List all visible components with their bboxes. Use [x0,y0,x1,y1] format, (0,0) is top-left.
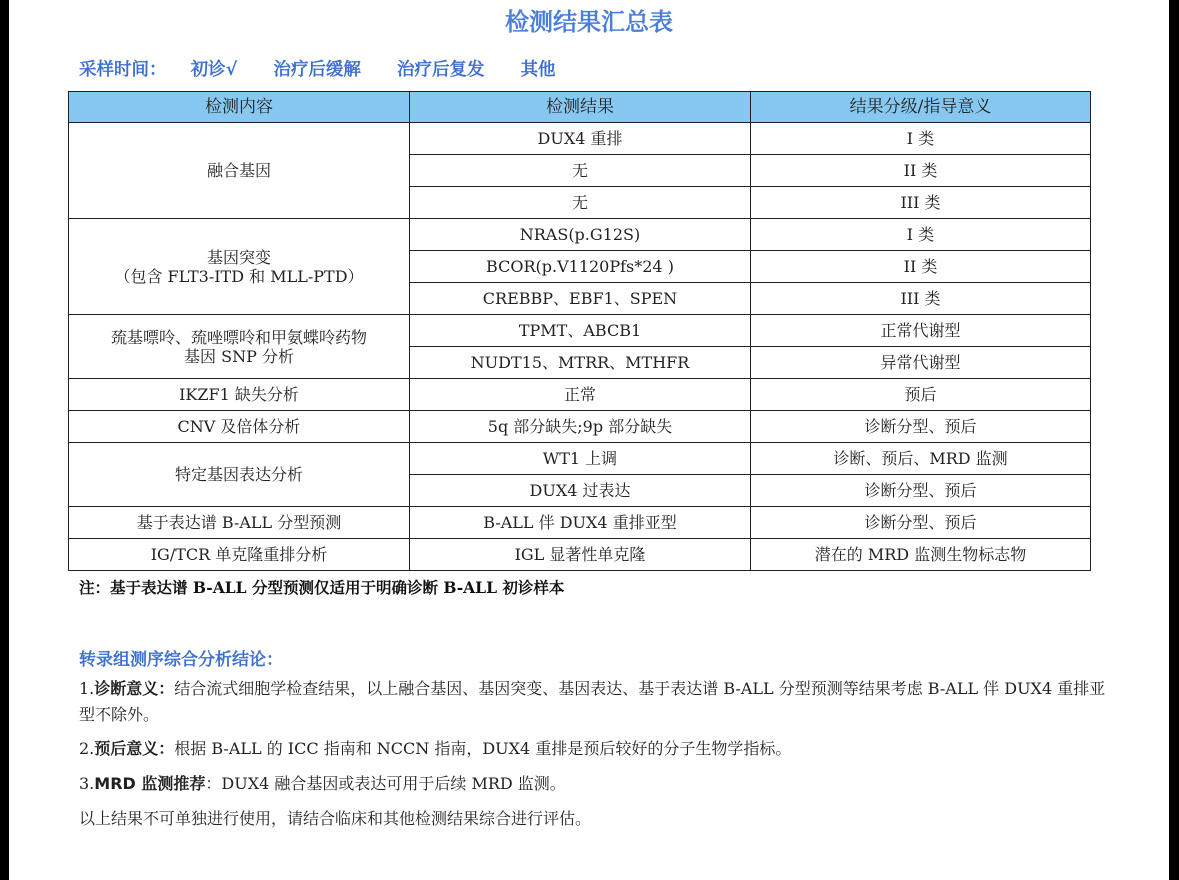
content-line: 特定基因表达分析 [174,465,303,484]
table-row [69,123,1091,155]
table-row [69,219,1091,251]
cell-test-result: NUDT15、MTRR、MTHFR [410,347,751,379]
cell-result-grade: 诊断、预后、MRD 监测 [751,443,1091,475]
cell-test-content [69,443,410,507]
cell-test-result: WT1 上调 [410,443,751,475]
sampling-option-relapse: 治疗后复发 [396,60,485,80]
cell-result-grade: II 类 [751,251,1091,283]
sampling-time-label: 采样时间： [79,60,167,80]
table-row [69,443,1091,475]
cell-test-result: CREBBP、EBF1、SPEN [410,283,751,315]
cell-result-grade: III 类 [751,187,1091,219]
content-line: （包含 FLT3-ITD 和 MLL-PTD） [114,266,364,286]
cell-test-content [69,507,410,539]
conclusion-item-diagnosis [79,676,1109,728]
item-text: 结合流式细胞学检查结果，以上融合基因、基因突变、基因表达、基于表达谱 B-ALL 分型预测等结果考虑 B-ALL 伴 DUX4 重排亚型不除外。 [79,679,1106,724]
cell-test-content [69,411,410,443]
conclusion-footer: 以上结果不可单独进行使用，请结合临床和其他检测结果综合进行评估。 [79,809,592,828]
content-line: 巯基嘌呤、巯唑嘌呤和甲氨蝶呤药物 [110,327,367,347]
sampling-option-other: 其他 [520,60,556,80]
cell-result-grade: I 类 [751,219,1091,251]
cell-result-grade: 诊断分型、预后 [751,411,1091,443]
table-row [69,507,1091,539]
content-line: 基因 SNP 分析 [184,346,294,366]
cell-test-result: 5q 部分缺失;9p 部分缺失 [410,411,751,443]
item-number: 2. [79,739,95,758]
cell-test-result: NRAS(p.G12S) [410,219,751,251]
cell-test-result: TPMT、ABCB1 [410,315,751,347]
table-row [69,539,1091,571]
results-table [68,91,1091,571]
cell-test-content [69,123,410,219]
content-line: 基于表达谱 B-ALL 分型预测 [136,513,342,532]
cell-test-result: 无 [410,187,751,219]
header-grade: 结果分级/指导意义 [751,92,1091,123]
cell-result-grade: 诊断分型、预后 [751,475,1091,507]
cell-result-grade: 异常代谢型 [751,347,1091,379]
sampling-time-row [79,56,586,81]
cell-test-result: IGL 显著性单克隆 [410,539,751,571]
cell-result-grade: 潜在的 MRD 监测生物标志物 [751,539,1091,571]
cell-result-grade: 正常代谢型 [751,315,1091,347]
conclusion-item-mrd [79,771,1109,797]
item-separator: ： [205,774,222,793]
item-label: 预后意义： [94,739,175,758]
cell-result-grade: III 类 [751,283,1091,315]
cell-test-content [69,539,410,571]
header-content: 检测内容 [69,92,410,123]
cell-test-content [69,315,410,379]
cell-result-grade: I 类 [751,123,1091,155]
cell-test-result: BCOR(p.V1120Pfs*24 ) [410,251,751,283]
document-page [9,0,1169,880]
content-line: 融合基因 [206,161,271,180]
item-label: MRD 监测推荐 [94,774,206,793]
item-text: DUX4 融合基因或表达可用于后续 MRD 监测。 [221,774,566,793]
sampling-option-initial: 初诊√ [190,60,238,80]
content-line: CNV 及倍体分析 [177,417,301,436]
table-body [69,123,1091,571]
table-note: 注：基于表达谱 B-ALL 分型预测仅适用于明确诊断 B-ALL 初诊样本 [79,578,565,597]
cell-test-result: DUX4 过表达 [410,475,751,507]
table-row [69,379,1091,411]
item-number: 3. [79,774,95,793]
header-result: 检测结果 [410,92,751,123]
item-label: 诊断意义： [94,679,175,698]
table-header-row [69,92,1091,123]
content-line: 基因突变 [206,247,271,267]
page-title: 检测结果汇总表 [505,8,673,36]
cell-test-content [69,379,410,411]
table-row [69,411,1091,443]
sampling-option-remission: 治疗后缓解 [273,60,361,80]
cell-test-result: 正常 [410,379,751,411]
cell-test-result: 无 [410,155,751,187]
content-line: IKZF1 缺失分析 [179,385,299,404]
item-number: 1. [79,679,95,698]
cell-result-grade: 预后 [751,379,1091,411]
conclusion-item-prognosis [79,736,1109,762]
cell-result-grade: II 类 [751,155,1091,187]
cell-test-result: B-ALL 伴 DUX4 重排亚型 [410,507,751,539]
cell-test-result: DUX4 重排 [410,123,751,155]
cell-result-grade: 诊断分型、预后 [751,507,1091,539]
content-line: IG/TCR 单克隆重排分析 [150,545,328,564]
conclusion-title: 转录组测序综合分析结论： [79,650,283,670]
item-text: 根据 B-ALL 的 ICC 指南和 NCCN 指南，DUX4 重排是预后较好的分子生物学指标。 [174,739,792,758]
cell-test-content [69,219,410,315]
table-row [69,315,1091,347]
